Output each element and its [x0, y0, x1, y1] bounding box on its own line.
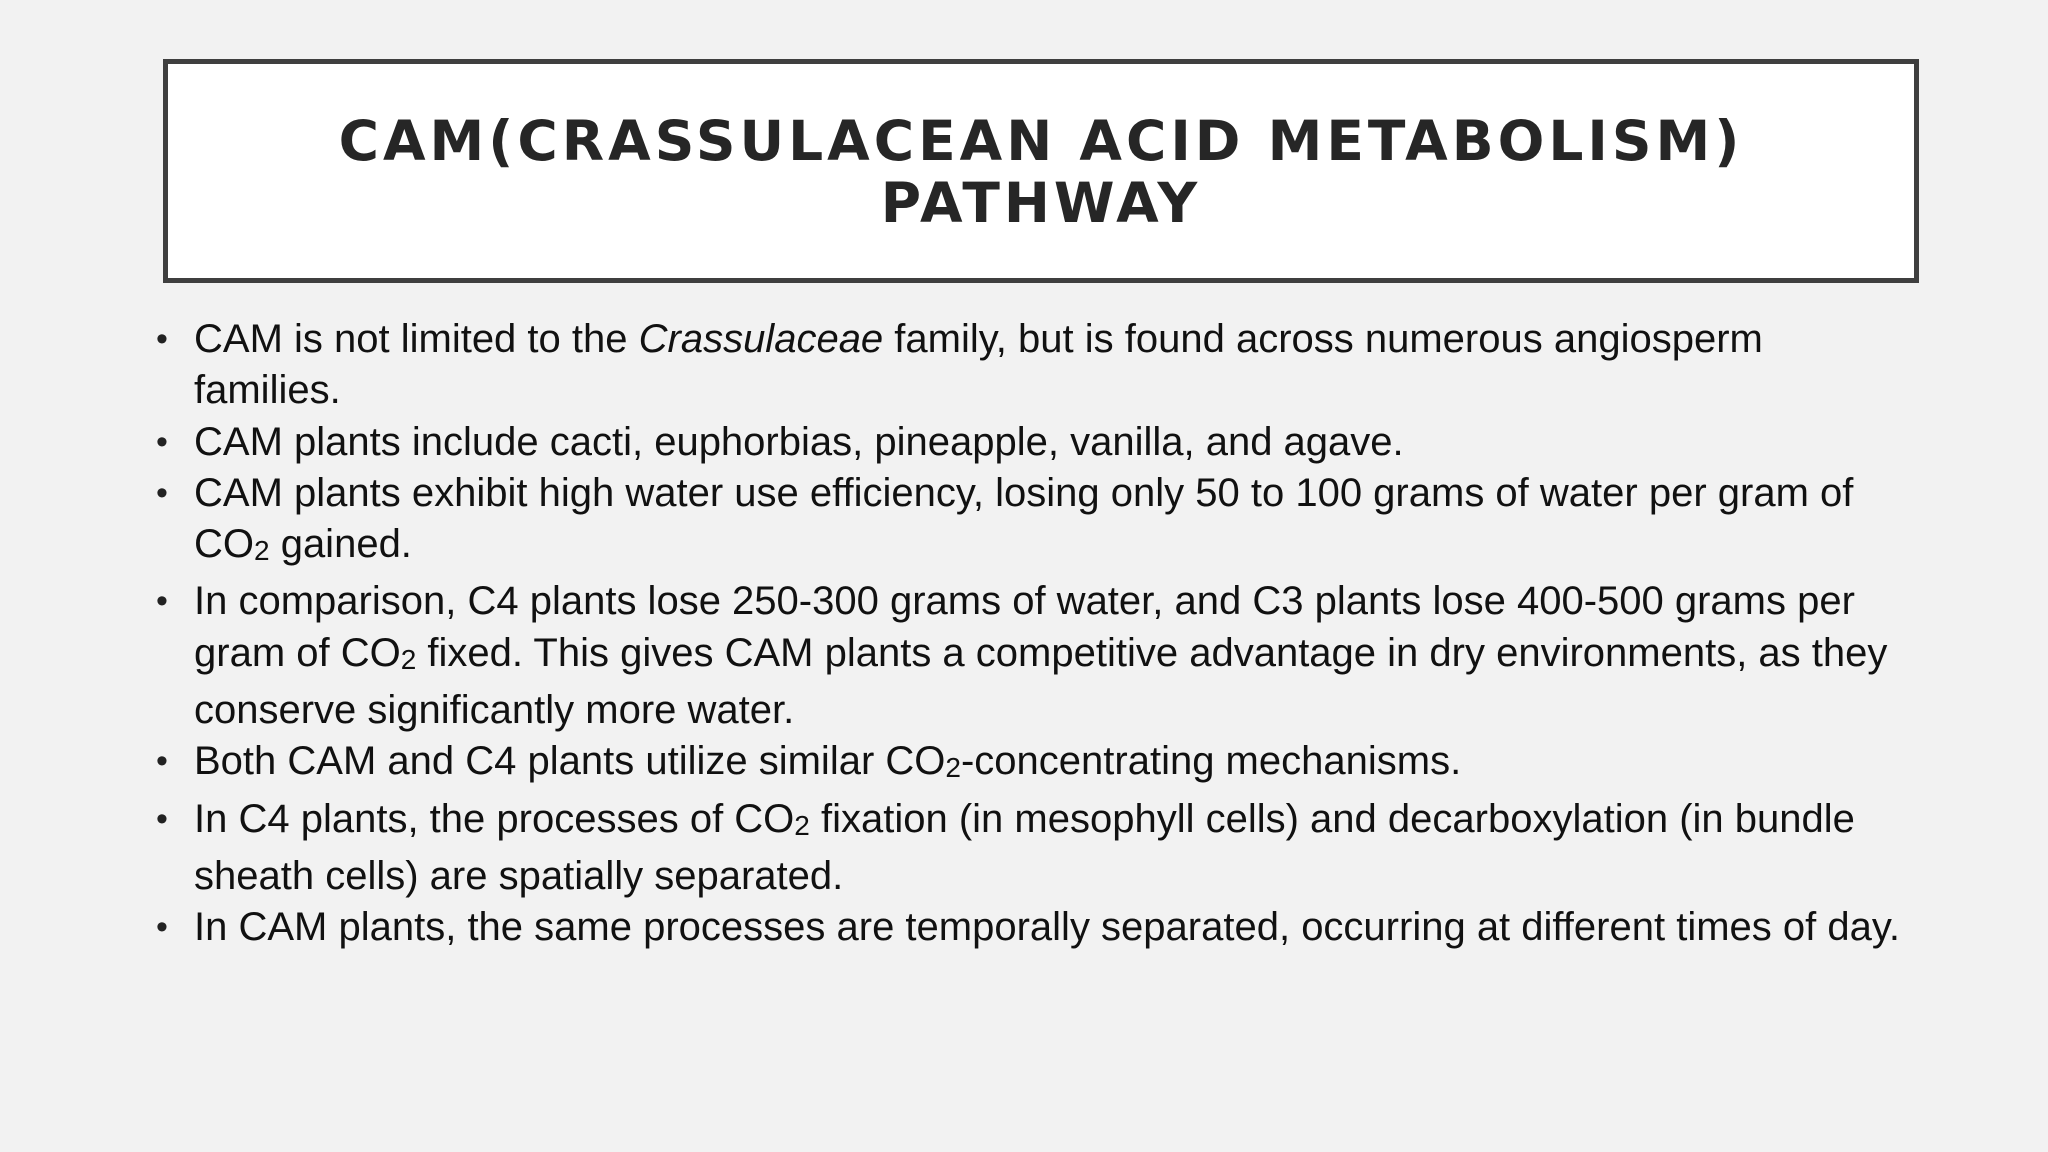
- bullet-item: [156, 314, 1916, 417]
- bullet-item: [156, 794, 1916, 903]
- bullet-text-part: fixed. This gives CAM plants a competitive advantage in dry environments, as they conserve significantly more water.: [194, 630, 1888, 733]
- title-box: [163, 59, 1919, 283]
- bullet-text-part: -concentrating mechanisms.: [960, 739, 1462, 784]
- bullet-text: [194, 797, 1855, 898]
- bullet-text: [194, 739, 1461, 783]
- bullet-marker: •: [156, 473, 168, 512]
- bullet-text-part: In comparison, C4 plants lose 250-300 grams of water, and C3 plants lose 400-500 grams per gram of CO: [194, 579, 1855, 675]
- co2-subscript: 2: [945, 752, 961, 784]
- bullet-item: [156, 902, 1916, 953]
- bullet-marker: •: [156, 908, 168, 947]
- slide-title: [339, 108, 1744, 234]
- bullet-text-part: CAM is not limited to the: [194, 317, 639, 361]
- bullet-text-part: family, but is found across numerous angiosperm families.: [194, 317, 1763, 413]
- bullet-item: [156, 576, 1916, 736]
- bullet-marker: •: [156, 799, 168, 838]
- bullet-text-part: fixation (in mesophyll cells) and decarboxylation (in bundle sheath cells) are spatially separated.: [194, 796, 1855, 898]
- bullet-text-part: In C4 plants, the processes of CO: [194, 796, 795, 841]
- co2-subscript: 2: [254, 535, 270, 567]
- slide-title-line-1: CAM(CRASSULACEAN ACID METABOLISM): [338, 109, 1744, 173]
- bullet-marker: •: [156, 320, 168, 358]
- bullet-item: [156, 468, 1916, 577]
- bullet-text-part: Both CAM and C4 plants utilize similar CO: [194, 739, 946, 784]
- bullet-text-part: CAM plants exhibit high water use efficiency, losing only 50 to 100 grams of water per gram of CO: [194, 470, 1854, 567]
- slide-title-line-2: PATHWAY: [880, 171, 1202, 235]
- bullet-marker: •: [156, 742, 168, 781]
- bullet-item: [156, 417, 1916, 468]
- bullet-text: [194, 579, 1887, 732]
- bullet-text: [194, 471, 1853, 566]
- bullet-text-part: gained.: [269, 522, 412, 567]
- bullet-marker: •: [156, 582, 168, 621]
- co2-subscript: 2: [400, 643, 417, 675]
- bullet-item: [156, 736, 1916, 793]
- bullet-text: In CAM plants, the same processes are temporally separated, occurring at different times of day.: [194, 905, 1900, 950]
- bullet-text: CAM plants include cacti, euphorbias, pineapple, vanilla, and agave.: [194, 419, 1404, 464]
- bullet-text: [194, 317, 1763, 412]
- italic-taxon-name: Crassulaceae: [638, 317, 884, 361]
- bullet-list: [156, 314, 1916, 954]
- co2-subscript: 2: [794, 809, 810, 841]
- bullet-marker: •: [156, 422, 168, 461]
